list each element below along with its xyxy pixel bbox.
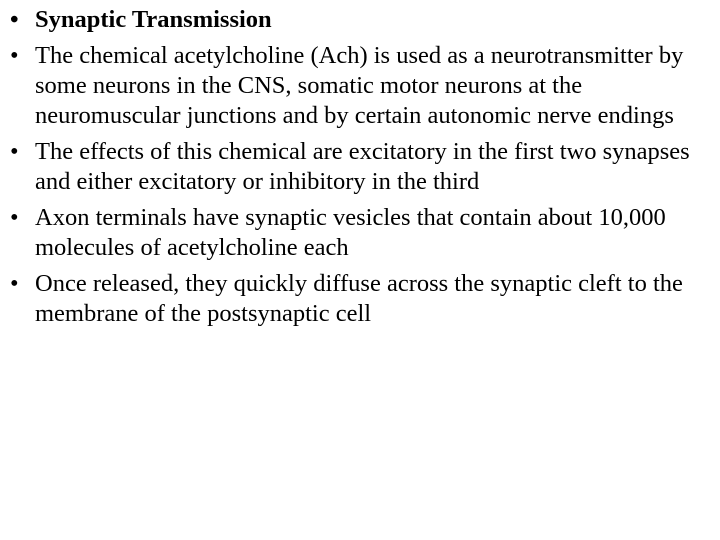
bullet-text: The chemical acetylcholine (Ach) is used as a neurotransmitter by some neurons in the CNS, somatic motor neurons at the neuromuscular junctions and by certain autonomic nerve endings — [35, 42, 684, 129]
bullet-item — [10, 203, 712, 263]
bullet-text: Once released, they quickly diffuse across the synaptic cleft to the membrane of the postsynaptic cell — [35, 270, 683, 327]
bullet-text: Synaptic Transmission — [35, 6, 272, 33]
bullet-item — [10, 137, 712, 197]
bullet-text: The effects of this chemical are excitatory in the first two synapses and either excitatory or inhibitory in the third — [35, 138, 690, 195]
bullet-item-title — [10, 5, 712, 35]
bullet-item — [10, 269, 712, 329]
bullet-list — [10, 5, 712, 329]
bullet-text: Axon terminals have synaptic vesicles that contain about 10,000 molecules of acetylcholine each — [35, 204, 666, 261]
bullet-item — [10, 41, 712, 131]
